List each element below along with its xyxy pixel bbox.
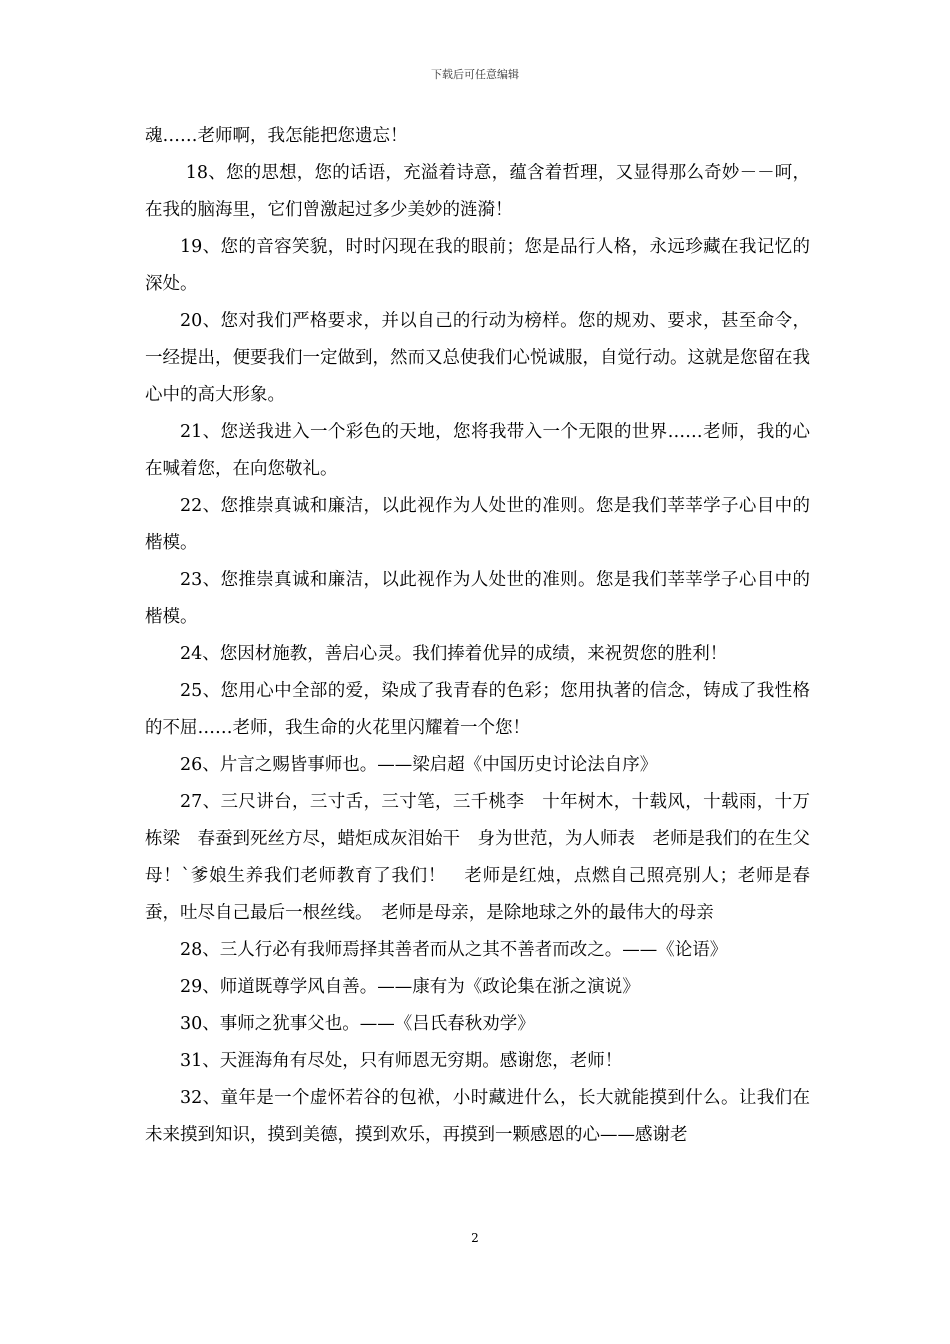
page-header: 下载后可任意编辑 xyxy=(431,68,519,81)
paragraph-21: 21、您送我进入一个彩色的天地，您将我带入一个无限的世界……老师，我的心在喊着您，在向您敬礼。 xyxy=(145,422,810,479)
paragraph-24: 24、您因材施教，善启心灵。我们捧着优异的成绩，来祝贺您的胜利！ xyxy=(180,644,728,664)
paragraph-30: 30、事师之犹事父也。——《吕氏春秋劝学》 xyxy=(180,1014,535,1034)
paragraph-31: 31、天涯海角有尽处，只有师恩无穷期。感谢您，老师！ xyxy=(180,1051,623,1071)
paragraph-23: 23、您推崇真诚和廉洁，以此视作为人处世的准则。您是我们莘莘学子心目中的楷模。 xyxy=(145,570,810,627)
paragraph-22: 22、您推崇真诚和廉洁，以此视作为人处世的准则。您是我们莘莘学子心目中的楷模。 xyxy=(145,496,810,553)
document-body xyxy=(145,118,810,1154)
paragraph-19: 19、您的音容笑貌，时时闪现在我的眼前；您是品行人格，永远珍藏在我记忆的深处。 xyxy=(145,237,810,294)
paragraph-32: 32、童年是一个虚怀若谷的包袱，小时藏进什么，长大就能摸到什么。让我们在未来摸到知识，摸到美德，摸到欢乐，再摸到一颗感恩的心——感谢老 xyxy=(145,1088,810,1145)
paragraph-25: 25、您用心中全部的爱，染成了我青春的色彩；您用执著的信念，铸成了我性格的不屈……老师，我生命的火花里闪耀着一个您！ xyxy=(145,681,810,738)
paragraph-18: 18、您的思想，您的话语，充溢着诗意，蕴含着哲理，又显得那么奇妙－－呵，在我的脑海里，它们曾激起过多少美妙的涟漪！ xyxy=(145,163,810,220)
paragraph-0: 魂……老师啊，我怎能把您遗忘！ xyxy=(145,126,408,146)
paragraph-28: 28、三人行必有我师焉择其善者而从之其不善者而改之。——《论语》 xyxy=(180,940,728,960)
page-number: 2 xyxy=(471,1231,479,1245)
paragraph-29: 29、师道既尊学风自善。——康有为《政论集在浙之演说》 xyxy=(180,977,640,997)
paragraph-20: 20、您对我们严格要求，并以自己的行动为榜样。您的规劝、要求，甚至命令，一经提出，便要我们一定做到，然而又总使我们心悦诚服，自觉行动。这就是您留在我心中的高大形象。 xyxy=(145,311,810,405)
paragraph-26: 26、片言之赐皆事师也。——梁启超《中国历史讨论法自序》 xyxy=(180,755,658,775)
paragraph-27: 27、三尺讲台，三寸舌，三寸笔，三千桃李 十年树木，十载风，十载雨，十万栋梁 春蚕到死丝方尽，蜡炬成灰泪始干 身为世范，为人师表 老师是我们的在生父母！`爹娘生养我们老师教育了我们！ 老师是红烛，点燃自己照亮别人；老师是春蚕，吐尽自己最后一根丝线。 老师是母亲，是除地球之外的最伟大的母亲 xyxy=(145,792,810,923)
